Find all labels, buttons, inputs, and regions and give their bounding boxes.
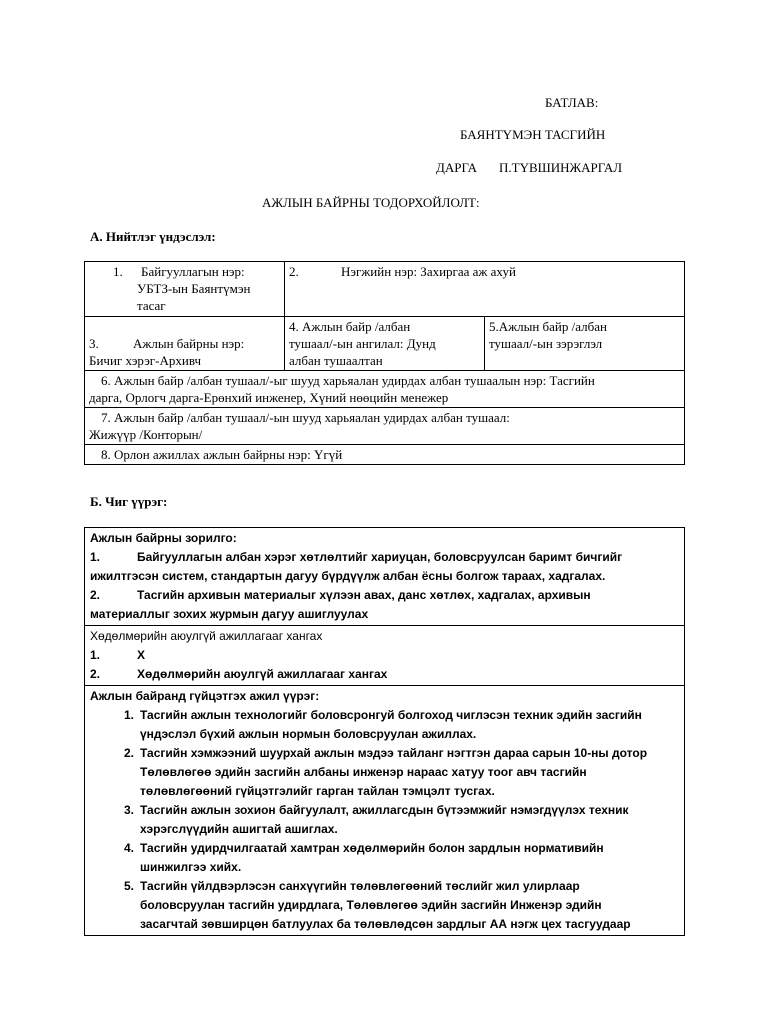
item-text: Байгууллагын албан хэрэг хөтлөлтийг хариуцан, боловсруулсан баримт бичгийг (137, 550, 623, 564)
item-number: 3. (123, 803, 134, 817)
list-item (90, 548, 679, 567)
cell-text: тушаал/-ын зэрэглэл (489, 336, 603, 351)
cell-text: 6. Ажлын байр /албан тушаал/-ыг шууд харьяалан удирдах албан тушаалын нэр: Тасгийн (101, 373, 595, 388)
item-number: 1. (90, 550, 101, 564)
approval-org: БАЯНТҮМЭН ТАСГИЙН (460, 127, 606, 142)
cell-text: албан тушаалтан (289, 353, 383, 368)
duties-list (90, 706, 679, 934)
position-rank-cell (485, 317, 685, 371)
unit-name: Нэгжийн нэр: Захиргаа аж ахуй (341, 264, 516, 279)
item-text: Тасгийн үйлдвэрлэсэн санхүүгийн төлөвлөгөөний төслийг жил улирлаар (140, 879, 580, 893)
item-number: 1. (123, 708, 134, 722)
duties-table (84, 527, 685, 936)
item-number: 5. (123, 879, 134, 893)
item-number: 2. (90, 667, 101, 681)
cell-number: 2. (289, 264, 299, 279)
item-text: шинжилгээ хийх. (140, 860, 242, 874)
purpose-cell (85, 528, 685, 626)
organization-name-cont: тасаг (137, 298, 166, 313)
cell-text: дарга, Орлогч дарга-Ерөнхий инженер, Хүний нөөцийн менежер (89, 390, 449, 405)
safety-title: Хөдөлмөрийн аюулгүй ажиллагааг хангах (90, 629, 323, 643)
approval-person-name: П.ТҮВШИНЖАРГАЛ (498, 160, 623, 175)
item-text: Тасгийн архивын материалыг хүлээн авах, данс хөтлөх, хадгалах, архивын (137, 588, 591, 602)
substitute-cell (85, 445, 685, 465)
position-name: Бичиг хэрэг-Архивч (89, 353, 201, 368)
item-text: төлөвлөгөөний гүйцэтгэлийг гарган тайлан тэмцэлт тусгах. (140, 784, 495, 798)
duties-title: Ажлын байранд гүйцэтгэх ажил үүрэг: (90, 689, 320, 703)
position-class-cell (285, 317, 485, 371)
item-text: засагчтай зөвширцөн батлуулах ба төлөвлөдсөн зардлыг АА нэгж цех тасгуудаар (140, 917, 631, 931)
list-item (90, 744, 679, 801)
subordinate-cell (85, 408, 685, 445)
document-title: АЖЛЫН БАЙРНЫ ТОДОРХОЙЛОЛТ: (262, 195, 480, 210)
approval-label: БАТЛАВ: (545, 95, 599, 110)
list-item (90, 839, 679, 877)
item-text: боловсруулан тасгийн удирдлага, Төлөвлөгөө эдийн засгийн Инженэр эдийн (140, 898, 602, 912)
list-item (90, 665, 679, 684)
list-item (90, 586, 679, 605)
organization-name: УБТЗ-ын Баянтүмэн (137, 281, 251, 296)
list-item (90, 706, 679, 744)
safety-cell (85, 626, 685, 686)
item-text: Х (137, 648, 146, 662)
table-row (85, 445, 685, 465)
section-a-heading: А. Нийтлэг үндэслэл: (90, 229, 216, 244)
item-text: хэрэгслүүдийн ашигтай ашиглах. (140, 822, 338, 836)
list-item (90, 646, 679, 665)
cell-text: 5.Ажлын байр /албан (489, 319, 607, 334)
item-text: үндэслэл бүхий ажлын нормын боловсруулан ажиллах. (140, 727, 477, 741)
item-number: 4. (123, 841, 134, 855)
table-row (85, 262, 685, 317)
cell-text: 7. Ажлын байр /албан тушаал/-ын шууд харьяалан удирдах албан тушаал: (101, 410, 510, 425)
item-text: Төлөвлөгөө эдийн засгийн албаны инженэр нараас хатуу тоог авч тасгийн (140, 765, 587, 779)
item-number: 1. (90, 648, 101, 662)
table-row (85, 317, 685, 371)
table-row (85, 528, 685, 626)
section-b-heading: Б. Чиг үүрэг: (90, 494, 168, 509)
cell-text: Жижүүр /Конторын/ (89, 427, 203, 442)
table-row (85, 408, 685, 445)
list-item (90, 801, 679, 839)
cell-number: 3. (89, 336, 99, 351)
list-item (90, 877, 679, 934)
organization-label: Байгууллагын нэр: (141, 264, 245, 279)
item-text: материаллыг зохих журмын дагуу ашиглуулах (90, 607, 369, 621)
supervisor-cell (85, 371, 685, 408)
item-text: ижилтгэсэн систем, стандартын дагуу бүрдүүлж албан ёсны болгож тараах, хадгалах. (90, 569, 606, 583)
table-row (85, 371, 685, 408)
general-info-table (84, 261, 685, 465)
organization-cell (85, 262, 285, 317)
approval-position: ДАРГА (436, 160, 477, 175)
item-number: 2. (123, 746, 134, 760)
cell-text: 4. Ажлын байр /албан (289, 319, 411, 334)
cell-text: тушаал/-ын ангилал: Дунд (289, 336, 436, 351)
position-label: Ажлын байрны нэр: (133, 336, 245, 351)
item-text: Тасгийн ажлын технологийг боловсронгуй болгоход чиглэсэн техник эдийн засгийн (140, 708, 642, 722)
table-row (85, 686, 685, 936)
item-text: Хөдөлмөрийн аюулгүй ажиллагааг хангах (137, 667, 388, 681)
unit-cell (285, 262, 685, 317)
purpose-title: Ажлын байрны зорилго: (90, 531, 237, 545)
table-row (85, 626, 685, 686)
position-cell (85, 317, 285, 371)
approval-signatory (436, 160, 622, 176)
cell-number: 1. (113, 264, 123, 279)
item-number: 2. (90, 588, 101, 602)
item-text: Тасгийн хэмжээний шуурхай ажлын мэдээ тайланг нэгтгэн дараа сарын 10-ны дотор (140, 746, 648, 760)
item-text: Тасгийн удирдчилгаатай хамтран хөдөлмөрийн болон зардлын нормативийн (140, 841, 604, 855)
cell-text: 8. Орлон ажиллах ажлын байрны нэр: Үгүй (101, 447, 343, 462)
item-text: Тасгийн ажлын зохион байгуулалт, ажиллагсдын бүтээмжийг нэмэгдүүлэх техник (140, 803, 629, 817)
duties-cell (85, 686, 685, 936)
